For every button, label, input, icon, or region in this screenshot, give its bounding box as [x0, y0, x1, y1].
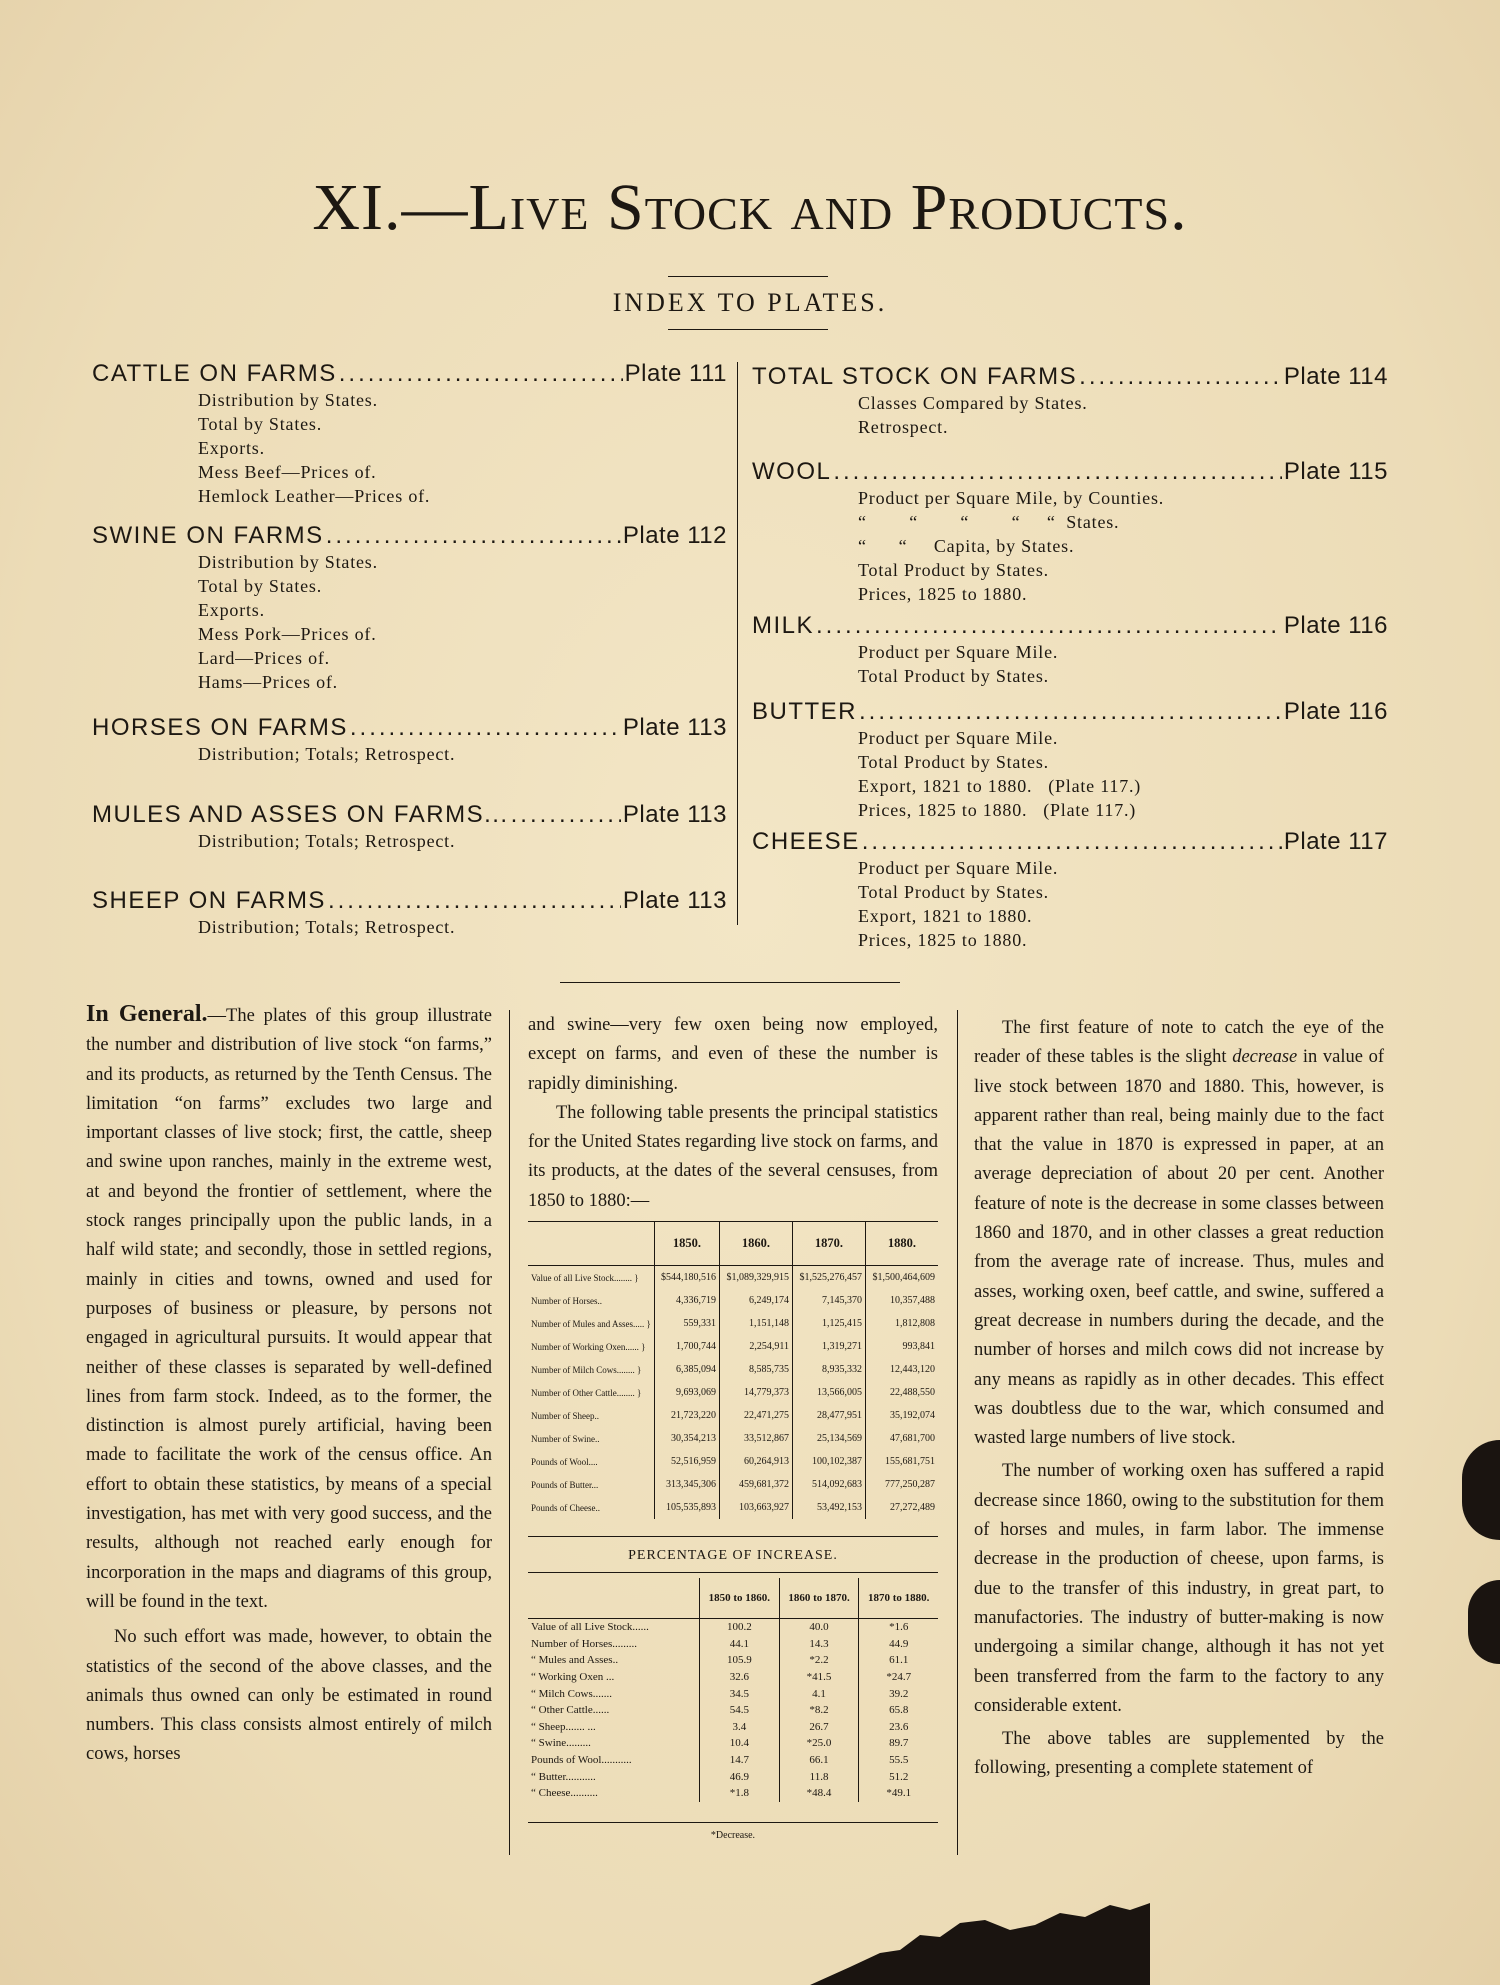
table-cell: 51.2 — [859, 1768, 938, 1785]
table-row — [528, 1335, 938, 1358]
index-subentry: Product per Square Mile. — [858, 728, 1059, 748]
table-cell: 4,336,719 — [654, 1289, 719, 1312]
index-entry — [752, 612, 1388, 688]
index-subentry: Product per Square Mile, by Counties. — [858, 488, 1165, 508]
percentage-increase-table — [528, 1578, 938, 1802]
index-rule — [668, 329, 828, 330]
table-cell: 100.2 — [700, 1619, 780, 1636]
index-subentry: Lard—Prices of. — [198, 648, 330, 668]
index-subentry: Mess Pork—Prices of. — [198, 624, 377, 644]
table-cell: 30,354,213 — [654, 1427, 719, 1450]
index-entry-heading — [752, 363, 1388, 391]
index-subentry: Distribution; Totals; Retrospect. — [198, 744, 456, 764]
table-header: 1850 to 1860. — [700, 1578, 780, 1619]
index-subentry: Export, 1821 to 1880. (Plate 117.) — [858, 776, 1142, 796]
table-cell: 3.4 — [700, 1719, 780, 1736]
table-cell: *2.2 — [779, 1652, 859, 1669]
row-label: Number of Mules and Asses..... } — [531, 1318, 651, 1329]
index-subentry: Total by States. — [198, 576, 323, 596]
index-subentry: Prices, 1825 to 1880. — [858, 930, 1028, 950]
leader-dots — [816, 612, 1282, 640]
index-subentry: Total Product by States. — [858, 752, 1049, 772]
index-subentry: Total Product by States. — [858, 560, 1049, 580]
index-entry-heading — [752, 828, 1388, 856]
table-cell: 993,841 — [865, 1335, 938, 1358]
table-cell: 14.7 — [700, 1752, 780, 1769]
page-tab-mark — [1468, 1580, 1500, 1664]
table-cell: 34.5 — [700, 1685, 780, 1702]
index-subentry: Distribution by States. — [198, 390, 378, 410]
torn-corner-shadow — [810, 1895, 1150, 1985]
table-cell: 559,331 — [654, 1312, 719, 1335]
index-entry-heading — [752, 458, 1388, 486]
leader-dots — [511, 801, 621, 829]
paragraph: The first feature of note to catch the eye of the reader of these tables is the slight — [974, 1018, 1384, 1068]
table-cell: 2,254,911 — [719, 1335, 792, 1358]
plate-reference: Plate 113 — [622, 887, 727, 914]
plate-reference: Plate 116 — [1283, 698, 1388, 725]
row-label: “ Other Cattle...... — [531, 1704, 610, 1717]
plate-reference: Plate 116 — [1283, 612, 1388, 639]
index-entry-name: BUTTER — [752, 698, 857, 725]
text-column-3 — [974, 1014, 1384, 1784]
table-header: 1880. — [865, 1221, 938, 1266]
index-subentry: Retrospect. — [858, 417, 949, 437]
row-label: Number of Horses.. — [531, 1295, 602, 1306]
table-cell: 40.0 — [779, 1619, 859, 1636]
index-entry — [752, 698, 1388, 822]
index-entry-heading — [92, 360, 727, 388]
table-row — [528, 1427, 938, 1450]
table-cell: 66.1 — [779, 1752, 859, 1769]
table-cell: 103,663,927 — [719, 1496, 792, 1519]
index-subentry: Prices, 1825 to 1880. — [858, 584, 1028, 604]
plate-reference: Plate 117 — [1283, 828, 1388, 855]
table-row — [528, 1404, 938, 1427]
index-entry-name: MILK — [752, 612, 815, 639]
table-cell: 514,092,683 — [792, 1473, 865, 1496]
section-rule — [560, 982, 900, 983]
index-entry-heading — [752, 698, 1388, 726]
row-label: Pounds of Butter... — [531, 1479, 599, 1490]
table-cell: 27,272,489 — [865, 1496, 938, 1519]
row-label: Value of all Live Stock........ } — [531, 1272, 639, 1283]
table-cell: 8,935,332 — [792, 1358, 865, 1381]
index-subentry: Product per Square Mile. — [858, 642, 1059, 662]
table-row — [528, 1685, 938, 1702]
index-subentry: Distribution; Totals; Retrospect. — [198, 831, 456, 851]
table-cell: 25,134,569 — [792, 1427, 865, 1450]
paragraph: and swine—very few oxen being now employed, except on farms, and even of these the number is rapidly diminishing. — [528, 1015, 938, 1094]
table-row — [528, 1312, 938, 1335]
paragraph: —The plates of this group illustrate the number and distribution of live stock “on farms,” and its products, as returned by the Tenth Census. The limitation “on farms” excludes two large and important classes of live stock; first, the cattle, sheep and swine upon ranches, mainly in the extreme west, at and beyond the frontier of settlement, where the stock ranges principally upon the public lands, in a half wild state; and secondly, those in settled regions, mainly in cities and towns, owned and used for purposes of business or pleasure, by persons not engaged in agricultural pursuits. It would appear that neither of these classes is separated by well-defined lines from farm stock. Indeed, as to the former, the distinction is almost purely artificial, having been made to facilitate the work of the census office. An effort to obtain these statistics, by means of a special investigation, has met with very good success, and the results, although not reached early enough for incorporation in the maps and diagrams of this group, will be found in the text. — [86, 1006, 492, 1612]
index-heading: INDEX TO PLATES. — [612, 288, 888, 317]
row-label: Number of Other Cattle........ } — [531, 1387, 642, 1398]
table-cell: 100,102,387 — [792, 1450, 865, 1473]
index-column-divider — [737, 362, 738, 925]
index-entry-name: MULES AND ASSES ON FARMS... — [92, 801, 509, 828]
table-row — [528, 1768, 938, 1785]
table-row — [528, 1450, 938, 1473]
row-label: “ Sheep....... ... — [531, 1720, 596, 1733]
table-cell: 777,250,287 — [865, 1473, 938, 1496]
index-subentry: “ “ Capita, by States. — [858, 536, 1075, 556]
text-column-2 — [528, 1011, 938, 1216]
percentage-table-title: PERCENTAGE OF INCREASE. — [628, 1548, 838, 1563]
index-subentry: Distribution; Totals; Retrospect. — [198, 917, 456, 937]
table-cell: *41.5 — [779, 1669, 859, 1686]
index-entry-name: HORSES ON FARMS — [92, 714, 348, 741]
table-header: 1870. — [792, 1221, 865, 1266]
census-statistics-table — [528, 1221, 938, 1519]
table-cell: 44.1 — [700, 1636, 780, 1653]
paragraph: No such effort was made, however, to obtain the statistics of the second of the above classes, and the animals thus owned can only be estimated in round numbers. This class consists almost entirely of milch cows, horses — [86, 1627, 492, 1765]
table-footnote: *Decrease. — [710, 1830, 756, 1841]
table-row — [528, 1735, 938, 1752]
row-label: “ Cheese.......... — [531, 1787, 598, 1800]
table-cell: 1,151,148 — [719, 1312, 792, 1335]
table-cell: 53,492,153 — [792, 1496, 865, 1519]
table-cell: $1,500,464,609 — [865, 1266, 938, 1290]
row-label: Number of Working Oxen...... } — [531, 1341, 646, 1352]
index-entry — [752, 363, 1388, 439]
table-header — [528, 1221, 654, 1266]
table-row — [528, 1636, 938, 1653]
table-row — [528, 1669, 938, 1686]
table-cell: 9,693,069 — [654, 1381, 719, 1404]
index-subentry: Prices, 1825 to 1880. (Plate 117.) — [858, 800, 1137, 820]
table-cell: 39.2 — [859, 1685, 938, 1702]
row-label: “ Working Oxen ... — [531, 1671, 615, 1684]
table-rule — [528, 1536, 938, 1537]
table-cell: 22,471,275 — [719, 1404, 792, 1427]
index-subentry: Distribution by States. — [198, 552, 378, 572]
table-cell: 105,535,893 — [654, 1496, 719, 1519]
plate-reference: Plate 112 — [622, 522, 727, 549]
table-row — [528, 1496, 938, 1519]
table-cell: 8,585,735 — [719, 1358, 792, 1381]
paragraph: The above tables are supplemented by the following, presenting a complete statement of — [974, 1729, 1384, 1779]
table-cell: 105.9 — [700, 1652, 780, 1669]
table-cell: 6,385,094 — [654, 1358, 719, 1381]
table-cell: 10,357,488 — [865, 1289, 938, 1312]
table-row — [528, 1266, 938, 1290]
paragraph: The following table presents the principal statistics for the United States regarding live stock on farms, and its products, at the dates of the several censuses, from 1850 to 1880:— — [528, 1102, 938, 1211]
table-cell: *49.1 — [859, 1785, 938, 1802]
table-cell: 7,145,370 — [792, 1289, 865, 1312]
table-cell: *1.8 — [700, 1785, 780, 1802]
index-subentry: Hams—Prices of. — [198, 672, 338, 692]
index-entry — [92, 522, 727, 694]
row-label: “ Swine......... — [531, 1737, 591, 1750]
table-header: 1850. — [654, 1221, 719, 1266]
index-entry — [92, 801, 727, 853]
index-entry-name: CATTLE ON FARMS — [92, 360, 337, 387]
table-cell: 1,125,415 — [792, 1312, 865, 1335]
index-entry — [92, 714, 727, 766]
index-subentry: Total Product by States. — [858, 666, 1049, 686]
table-cell: 14,779,373 — [719, 1381, 792, 1404]
table-cell: 155,681,751 — [865, 1450, 938, 1473]
table-cell: 6,249,174 — [719, 1289, 792, 1312]
index-entry-name: SWINE ON FARMS — [92, 522, 324, 549]
paragraph: in value of live stock between 1870 and 1880. This, however, is apparent rather than real, being mainly due to the fact that the value in 1870 is expressed in paper, at an average depreciation of about 20 per cent. Another feature of note is the decrease in some classes between 1860 and 1870, and in other classes a great reduction from the average rate of increase. Thus, mules and asses, working oxen, beef cattle, and swine, suffered a great decrease in numbers during the decade, and the number of horses and milch cows did not increase by any means as rapidly as in other decades. This effect was doubtless due to the war, which consumed and wasted large numbers of live stock. — [974, 1047, 1384, 1449]
index-subentry: Exports. — [198, 600, 265, 620]
row-label: Number of Swine.. — [531, 1433, 600, 1444]
table-cell: $1,525,276,457 — [792, 1266, 865, 1290]
row-label: “ Butter........... — [531, 1770, 596, 1783]
index-subentry: “ “ “ “ “ States. — [858, 512, 1120, 532]
text-column-1 — [86, 1000, 492, 1770]
table-cell: 65.8 — [859, 1702, 938, 1719]
row-label: “ Mules and Asses.. — [531, 1654, 619, 1667]
index-subentry: Exports. — [198, 438, 265, 458]
leader-dots — [328, 887, 621, 915]
table-row — [528, 1289, 938, 1312]
index-subentry: Export, 1821 to 1880. — [858, 906, 1033, 926]
row-label: Pounds of Cheese.. — [531, 1502, 600, 1513]
row-label: “ Milch Cows....... — [531, 1687, 612, 1700]
index-entry — [92, 360, 727, 508]
index-entry-heading — [752, 612, 1388, 640]
table-cell: 1,700,744 — [654, 1335, 719, 1358]
index-entry-name: SHEEP ON FARMS — [92, 887, 326, 914]
row-label: Pounds of Wool........... — [531, 1754, 632, 1767]
column-rule — [957, 1010, 958, 1855]
table-cell: 35,192,074 — [865, 1404, 938, 1427]
leader-dots — [326, 522, 621, 550]
table-cell: 52,516,959 — [654, 1450, 719, 1473]
index-entry-heading — [92, 887, 727, 915]
table-cell: *25.0 — [779, 1735, 859, 1752]
row-label: Number of Horses......... — [531, 1637, 638, 1650]
index-entry-heading — [92, 714, 727, 742]
table-cell: $544,180,516 — [654, 1266, 719, 1290]
leader-dots — [833, 458, 1282, 486]
table-cell: 33,512,867 — [719, 1427, 792, 1450]
leader-dots — [862, 828, 1282, 856]
table-cell: 23.6 — [859, 1719, 938, 1736]
row-label: Value of all Live Stock...... — [531, 1621, 649, 1634]
row-label: Number of Milch Cows........ } — [531, 1364, 642, 1375]
table-cell: 32.6 — [700, 1669, 780, 1686]
index-entry-name: WOOL — [752, 458, 832, 485]
index-entry-name: TOTAL STOCK ON FARMS — [752, 363, 1078, 390]
plate-reference: Plate 113 — [622, 714, 727, 741]
index-entry-heading — [92, 522, 727, 550]
table-cell: 13,566,005 — [792, 1381, 865, 1404]
index-subentry: Product per Square Mile. — [858, 858, 1059, 878]
plate-reference: Plate 114 — [1283, 363, 1388, 390]
table-cell: $1,089,329,915 — [719, 1266, 792, 1290]
index-entry-heading — [92, 801, 727, 829]
table-row — [528, 1785, 938, 1802]
plate-reference: Plate 115 — [1283, 458, 1388, 485]
table-cell: 21,723,220 — [654, 1404, 719, 1427]
table-cell: 60,264,913 — [719, 1450, 792, 1473]
table-cell: 313,345,306 — [654, 1473, 719, 1496]
index-entry — [752, 828, 1388, 952]
index-subentry: Mess Beef—Prices of. — [198, 462, 377, 482]
table-cell: 22,488,550 — [865, 1381, 938, 1404]
table-cell: 14.3 — [779, 1636, 859, 1653]
index-subentry: Classes Compared by States. — [858, 393, 1088, 413]
leader-dots — [339, 360, 623, 388]
table-row — [528, 1752, 938, 1769]
row-label: Number of Sheep.. — [531, 1410, 599, 1421]
table-cell: 1,812,808 — [865, 1312, 938, 1335]
table-cell: 26.7 — [779, 1719, 859, 1736]
table-cell: 4.1 — [779, 1685, 859, 1702]
table-cell: *1.6 — [859, 1619, 938, 1636]
page-tab-mark — [1462, 1440, 1500, 1540]
table-cell: 61.1 — [859, 1652, 938, 1669]
index-entry-name: CHEESE — [752, 828, 860, 855]
table-header: 1870 to 1880. — [859, 1578, 938, 1619]
table-cell: 10.4 — [700, 1735, 780, 1752]
table-cell: 44.9 — [859, 1636, 938, 1653]
table-cell: 28,477,951 — [792, 1404, 865, 1427]
column-rule — [509, 1010, 510, 1855]
section-lead: In General. — [86, 1001, 208, 1027]
index-entry — [752, 458, 1388, 606]
table-top-rule — [528, 1572, 938, 1573]
table-cell: 12,443,120 — [865, 1358, 938, 1381]
paragraph: The number of working oxen has suffered a rapid decrease since 1860, owing to the substitution for them of horses and mules, in farm labor. The immense decrease in the production of cheese, upon farms, is due to the transfer of this industry, in great part, to manufactories. The industry of butter-making is now undergoing a similar change, although it has not yet been transferred from the farm to the factory to any considerable extent. — [974, 1461, 1384, 1716]
plate-reference: Plate 113 — [622, 801, 727, 828]
table-bottom-rule — [528, 1822, 938, 1823]
table-cell: 459,681,372 — [719, 1473, 792, 1496]
leader-dots — [859, 698, 1282, 726]
table-cell: *24.7 — [859, 1669, 938, 1686]
table-header: 1860. — [719, 1221, 792, 1266]
table-cell: 55.5 — [859, 1752, 938, 1769]
plate-reference: Plate 111 — [624, 360, 727, 387]
page-title: XI.—Live Stock and Products. — [312, 171, 1188, 244]
index-subentry: Hemlock Leather—Prices of. — [198, 486, 431, 506]
row-label: Pounds of Wool.... — [531, 1456, 598, 1467]
table-cell: 89.7 — [859, 1735, 938, 1752]
table-cell: 54.5 — [700, 1702, 780, 1719]
index-subentry: Total Product by States. — [858, 882, 1049, 902]
table-cell: 47,681,700 — [865, 1427, 938, 1450]
table-row — [528, 1652, 938, 1669]
table-row — [528, 1358, 938, 1381]
table-row — [528, 1719, 938, 1736]
emphasis: decrease — [1232, 1047, 1298, 1068]
index-subentry: Total by States. — [198, 414, 323, 434]
table-cell: 1,319,271 — [792, 1335, 865, 1358]
table-row — [528, 1702, 938, 1719]
table-row — [528, 1619, 938, 1636]
leader-dots — [350, 714, 621, 742]
table-cell: *8.2 — [779, 1702, 859, 1719]
leader-dots — [1079, 363, 1282, 391]
table-row — [528, 1473, 938, 1496]
table-cell: *48.4 — [779, 1785, 859, 1802]
table-row — [528, 1381, 938, 1404]
table-header: 1860 to 1870. — [779, 1578, 859, 1619]
index-entry — [92, 887, 727, 939]
table-cell: 11.8 — [779, 1768, 859, 1785]
table-cell: 46.9 — [700, 1768, 780, 1785]
table-header — [528, 1578, 700, 1619]
title-rule — [668, 276, 828, 277]
